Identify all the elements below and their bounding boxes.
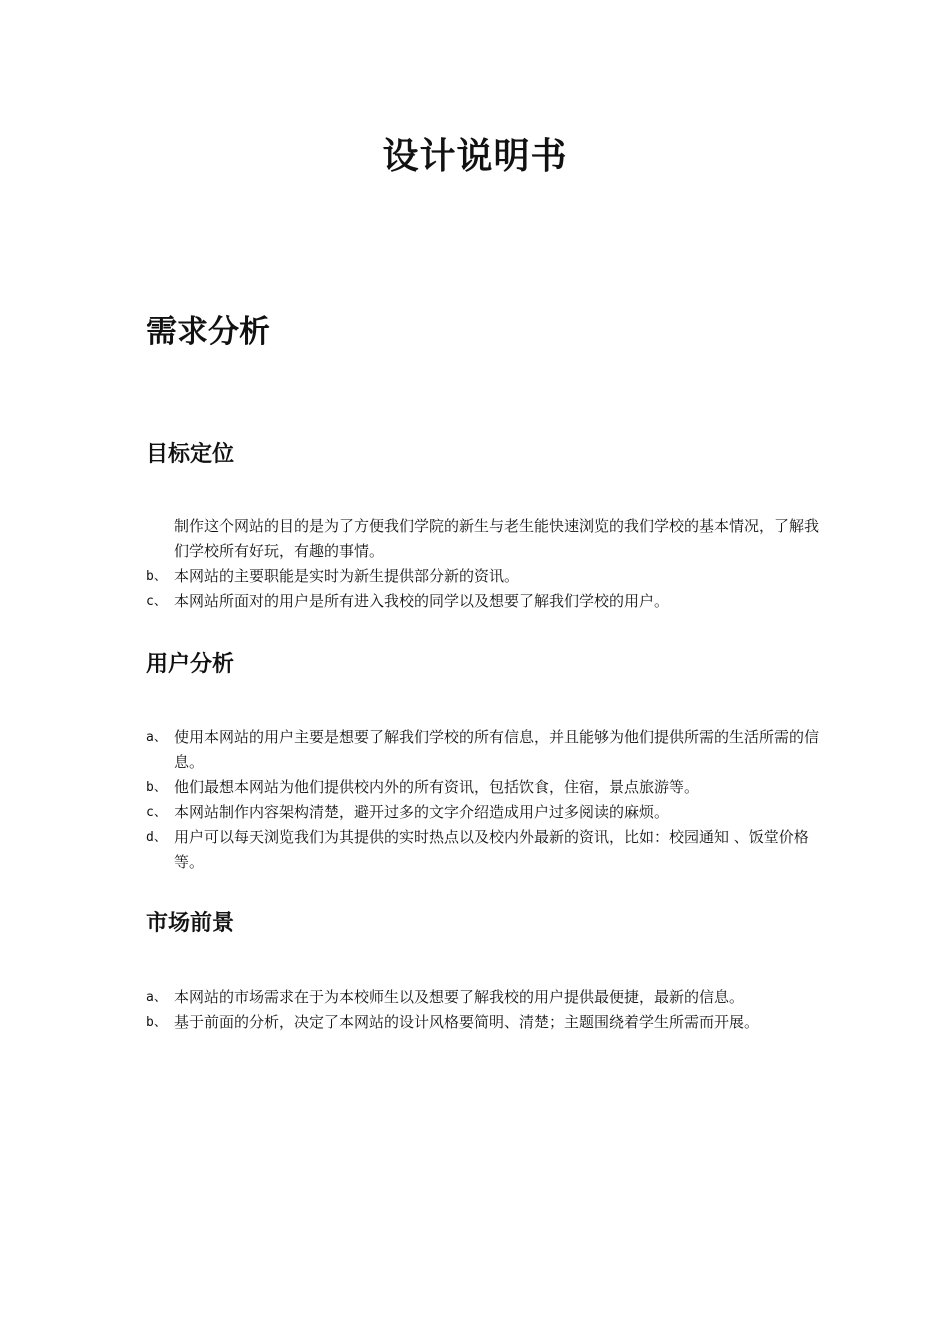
list-item <box>146 1010 826 1035</box>
list-marker: d、 <box>146 830 167 845</box>
list-marker: c、 <box>146 805 167 820</box>
section-heading-users: 用户分析 <box>146 651 235 677</box>
list-marker: a、 <box>146 990 167 1005</box>
list-marker: b、 <box>146 1015 167 1030</box>
list-marker: a、 <box>146 730 167 745</box>
document-title: 设计说明书 <box>382 135 568 177</box>
list-item <box>146 800 826 825</box>
list-item-text: 他们最想本网站为他们提供校内外的所有资讯，包括饮食，住宿，景点旅游等。 <box>174 778 700 796</box>
list-item <box>146 725 826 775</box>
list-item <box>146 775 826 800</box>
list-item <box>146 589 826 614</box>
list-marker: c、 <box>146 594 167 609</box>
list-item <box>146 514 826 564</box>
list-item <box>146 825 826 875</box>
list-item <box>146 564 826 589</box>
section-list-market <box>146 985 826 1035</box>
list-marker: b、 <box>146 780 167 795</box>
list-item-text: 本网站的市场需求在于为本校师生以及想要了解我校的用户提供最便捷，最新的信息。 <box>174 988 745 1006</box>
list-item-text: 基于前面的分析，决定了本网站的设计风格要简明、清楚；主题围绕着学生所需而开展。 <box>174 1013 760 1031</box>
section-list-users <box>146 725 826 875</box>
list-item-text: 本网站所面对的用户是所有进入我校的同学以及想要了解我们学校的用户。 <box>174 592 670 610</box>
list-item-text: 使用本网站的用户主要是想要了解我们学校的所有信息，并且能够为他们提供所需的生活所需的信息。 <box>174 728 820 771</box>
section-list-target <box>146 514 826 614</box>
chapter-heading: 需求分析 <box>146 314 270 350</box>
list-marker: b、 <box>146 569 167 584</box>
list-item-text: 本网站制作内容架构清楚，避开过多的文字介绍造成用户过多阅读的麻烦。 <box>174 803 670 821</box>
list-item-text: 用户可以每天浏览我们为其提供的实时热点以及校内外最新的资讯，比如：校园通知 、饭堂价格等。 <box>174 828 809 871</box>
list-item <box>146 985 826 1010</box>
list-item-text: 本网站的主要职能是实时为新生提供部分新的资讯。 <box>174 567 520 585</box>
section-heading-target: 目标定位 <box>146 441 235 467</box>
section-heading-market: 市场前景 <box>146 910 235 936</box>
list-item-text: 制作这个网站的目的是为了方便我们学院的新生与老生能快速浏览的我们学校的基本情况，了解我们学校所有好玩，有趣的事情。 <box>174 517 820 560</box>
